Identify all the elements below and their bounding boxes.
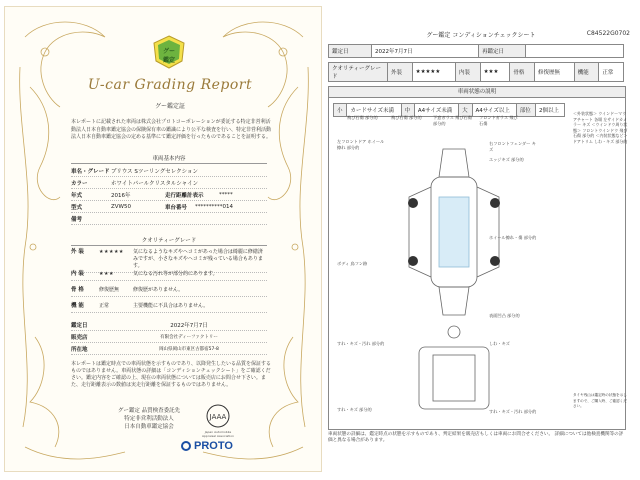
sheet-code: C84522G0702 — [586, 30, 630, 37]
size-key: 大 — [459, 104, 472, 117]
quality-desc: 気になるようなキズやヘコミがあった場合は綺麗に修繕済みですが、小さなキズやヘコミが残っている場合もあります。 — [133, 249, 263, 269]
quality-desc: 主要機能に不具合はありません。 — [133, 303, 209, 309]
damage-label: エッジキズ 部分的 — [489, 157, 524, 162]
proto-mark-icon — [181, 441, 191, 451]
quality-desc: 修復歴がありません。 — [133, 287, 184, 293]
function-grade: 正常 — [599, 63, 624, 82]
grading-certificate — [4, 6, 322, 472]
proto-logo — [181, 439, 257, 453]
vehicle-extra-label: 車台番号 — [165, 204, 188, 211]
vehicle-value: ホワイトパールクリスタルシャイン — [111, 180, 199, 187]
damage-label: 右フロントフェンダー キズ — [489, 141, 536, 152]
vehicle-label: 型式 — [71, 204, 83, 211]
damage-label: フロントガラス 飛び石傷 — [479, 115, 518, 126]
sheet-title: グー鑑定 コンディションチェックシート — [426, 32, 536, 39]
address-row — [71, 343, 267, 355]
dealer-label: 販売店 — [71, 334, 88, 341]
car-diagram — [389, 147, 519, 417]
address-label: 所在地 — [71, 346, 88, 353]
quality-desc: 気になる汚れ等が部分的にあります。 — [133, 271, 218, 277]
quality-label: 機 能 — [71, 303, 84, 309]
logo-label: グー 鑑定 — [162, 48, 175, 64]
vehicle-row — [71, 201, 267, 213]
quality-grade: ★★★★★ — [99, 249, 124, 255]
damage-label: 左フロントドア ホイール擦れ 部分的 — [337, 139, 385, 150]
grade-table — [328, 62, 624, 82]
damage-label: 飛び石傷 部分的 — [391, 115, 422, 120]
vehicle-state-panel — [328, 86, 626, 430]
damage-label: 表面凹凸 部分的 — [489, 313, 520, 318]
jaaa-seal-icon — [205, 403, 231, 429]
size-key: 中 — [401, 104, 414, 117]
vehicle-value: プリウス Sツーリングセレクション — [111, 168, 199, 175]
damage-label: ホイール擦れ・傷 部分的 — [489, 235, 537, 240]
quality-label: 骨 格 — [71, 287, 84, 293]
jaaa-caption: Japan Automobile Appraisal Association — [201, 430, 235, 438]
frame-label: 骨格 — [510, 63, 535, 82]
vehicle-value: ZVW50 — [111, 203, 131, 210]
exterior-grade: ★★★★★ — [412, 63, 455, 82]
exterior-notes: ＜外装状態＞ ウインドーマウアチャート 各場 左サイドカメラー キズ ＜ウインドウ周り状態＞ フロントウインドウ 飛び石傷 部分的 ＜内装状態など＞ ドアトリム しわ・キズ 部分的 — [573, 111, 628, 144]
quality-label: 外 装 — [71, 249, 84, 255]
sheet-footnote: 車両状態の詳細は、鑑定時点の状態を示すものであり、判定結果を販売店もしくは車両にお問合せください。 詳細については他検査機関等の評価と異なる場合があります。 — [328, 432, 624, 443]
size-value: カードサイズ未満 — [347, 104, 401, 117]
quality-grade: ★★★ — [99, 271, 114, 277]
report-subtitle: グー鑑定証 — [154, 103, 185, 110]
state-title: 車両状態の説明 — [329, 87, 625, 98]
expiry-label: 再鑑定日 — [479, 45, 526, 58]
quality-grade: 正常 — [99, 303, 110, 309]
quality-section-heading: クオリティーグレード — [71, 236, 267, 246]
frame-grade: 修復歴無 — [535, 63, 575, 82]
report-title: U-car Grading Report — [87, 77, 253, 93]
interior-grade: ★★★ — [480, 63, 510, 82]
damage-label: 飛び石傷 部分的 — [347, 115, 378, 120]
vehicle-label: カラー — [71, 180, 88, 187]
date-label: 鑑定日 — [329, 45, 372, 58]
vehicle-row — [71, 165, 267, 177]
dealer-row — [71, 331, 267, 343]
appraiser-signature: グー鑑定 品質検査委託先 特定非営利活動法人 日本自動車鑑定協会 — [117, 408, 181, 430]
address-value: 岡山県岡山市東区古都宿57-8 — [159, 346, 219, 352]
size-value: A4サイズ未満 — [414, 104, 458, 117]
proto-wordmark: PROTO — [194, 440, 233, 452]
date-table — [328, 44, 624, 58]
vehicle-row — [71, 177, 267, 189]
vehicle-section-heading: 車両基本内容 — [71, 154, 267, 164]
intro-text: 本レポートに記載された車両は株式会社プロトコーポレーションが委託する特定非営利活動法人日本自動車鑑定協会の保険保有車の鑑識により公平な検査を行い、特定非営利活動法人日本自動車鑑定協会の定める基準にて鑑定評価を行ったものであることを証明する。 — [71, 119, 272, 140]
condition-check-sheet — [326, 6, 636, 472]
size-value: 2個以上 — [536, 104, 565, 117]
quality-row — [71, 301, 267, 313]
tire-note: タイヤ残山は鑑定時の状態を示しますので、ご購入時、ご確認ください。 — [573, 393, 627, 408]
damage-label: しわ・キズ — [489, 341, 510, 346]
quality-row — [71, 285, 267, 297]
quality-row — [71, 269, 267, 281]
vehicle-label: 年式 — [71, 192, 83, 199]
size-key: 部位 — [516, 104, 535, 117]
date-value: 2022年7月7日 — [372, 45, 479, 58]
certificate-footnote: 本レポートは鑑定時点での車両状態を示すものであり、以降発生したいる品質を保証するものではありません。車両状態の詳細は「コンディションチェックシート」をご確認ください。鑑定内容をご確認の上、現在の車両状態については販売店にお問合せ下さい。また、走行距離表示の数値は実走行距離を保証するものではありません。 — [71, 361, 272, 388]
damage-label: ボディ 鳥フン跡 — [337, 261, 368, 266]
quality-label: 内 装 — [71, 271, 84, 277]
quality-grade: 修復歴無 — [99, 287, 120, 293]
vehicle-row — [71, 213, 267, 225]
vehicle-value: 2016年 — [111, 192, 131, 199]
vehicle-label: 車名・グレード — [71, 168, 110, 175]
issue-date-label: 鑑定日 — [71, 322, 88, 329]
issue-date-row — [71, 319, 267, 331]
vehicle-label: 備考 — [71, 216, 83, 223]
exterior-label: 外装 — [388, 63, 413, 82]
function-label: 機能 — [574, 63, 599, 82]
grade-label: クオリティーグレード — [329, 63, 388, 82]
vehicle-extra-value: **********014 — [195, 203, 233, 210]
interior-label: 内装 — [455, 63, 480, 82]
vehicle-extra-value: ***** — [219, 191, 233, 198]
dealer-value: 有限会社ディーファクトリー — [160, 334, 218, 340]
vehicle-row — [71, 189, 267, 201]
damage-label: 下窓ガラス 飛び石傷 部分的 — [433, 115, 472, 126]
vehicle-extra-label: 走行距離計表示 — [165, 192, 204, 199]
issue-date-value: 2022年7月7日 — [170, 322, 208, 329]
size-key: 小 — [334, 104, 347, 117]
size-value: A4サイズ以上 — [472, 104, 516, 117]
expiry-value — [526, 45, 624, 58]
damage-label: すれ・キズ・汚れ 部分的 — [337, 341, 385, 346]
damage-label: すれ・キズ・汚れ 部分的 — [489, 409, 537, 414]
damage-label: すれ・キズ 部分的 — [337, 407, 372, 412]
svg-text:JAAA: JAAA — [209, 413, 227, 421]
